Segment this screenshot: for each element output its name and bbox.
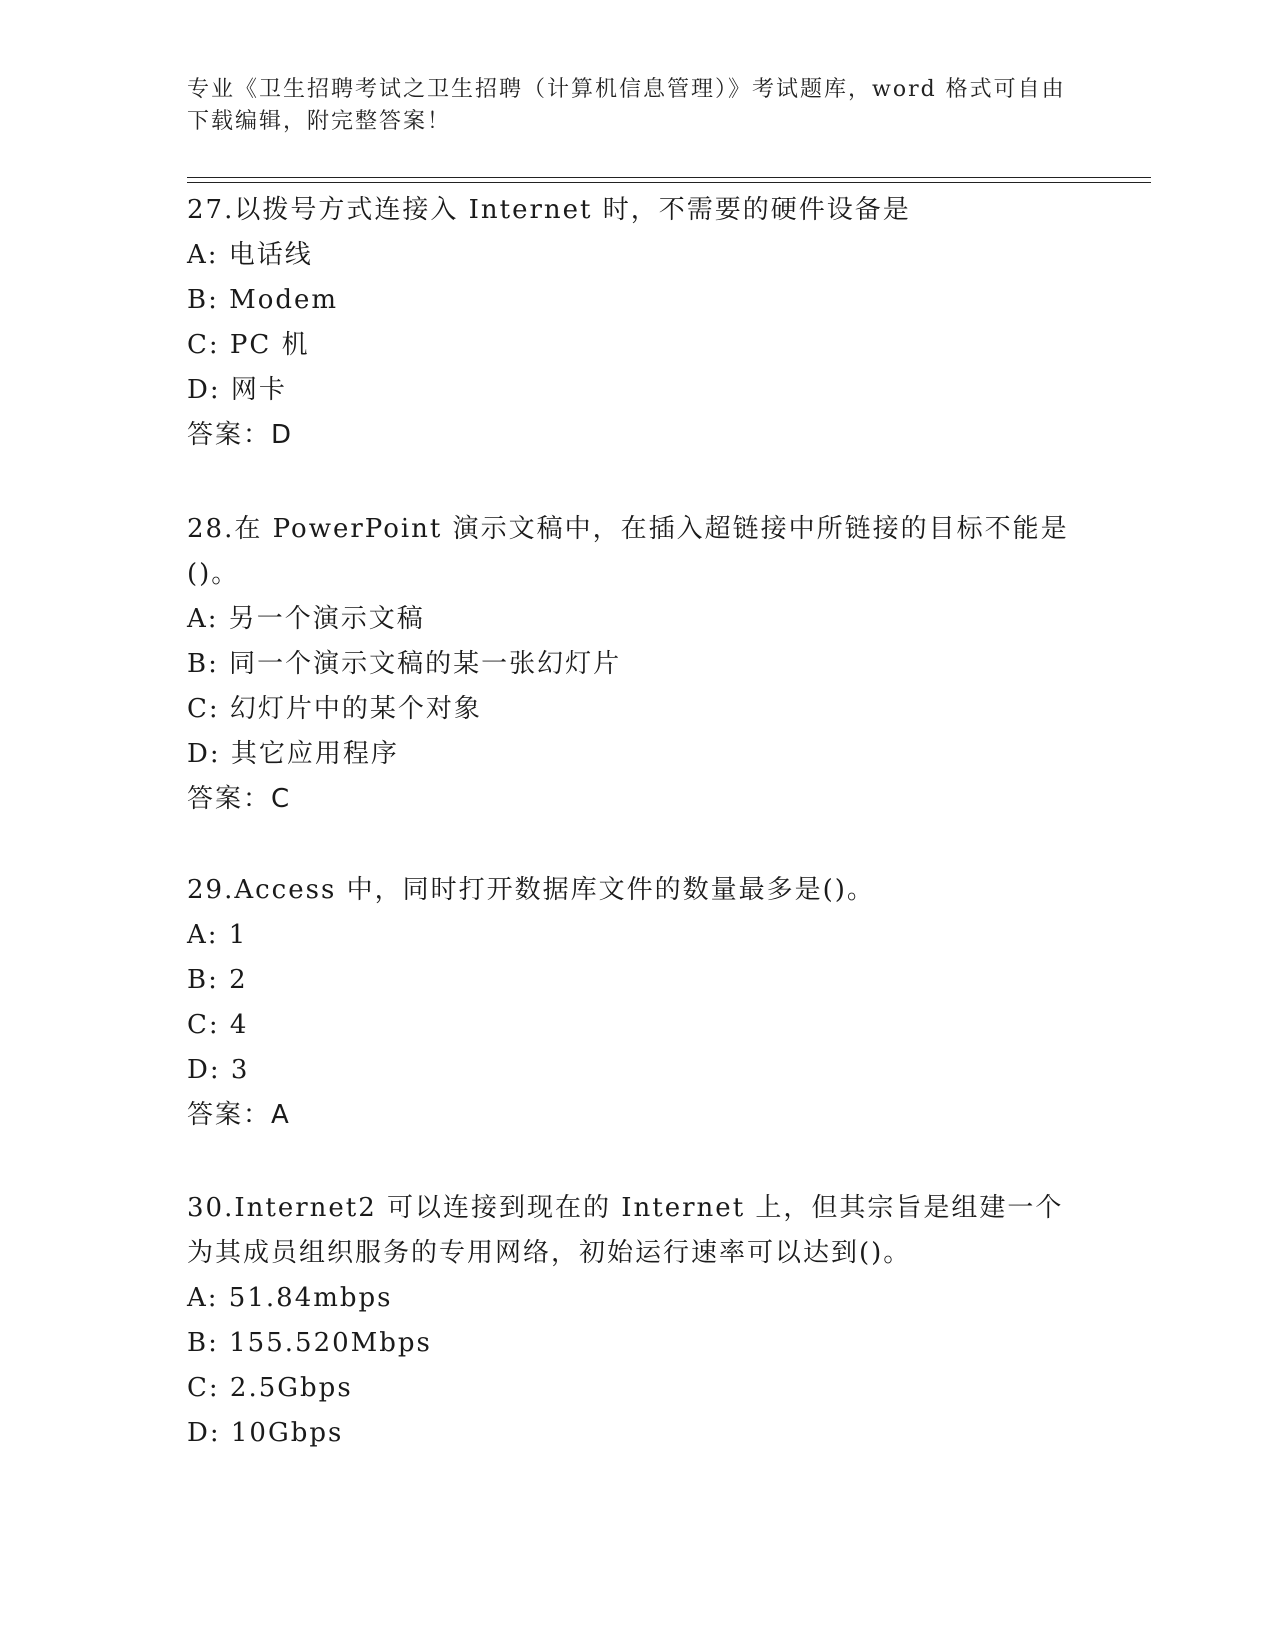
- option-d: D: 其它应用程序: [187, 739, 399, 769]
- answer-line: 答案：D: [187, 420, 294, 450]
- option-b: B: 2: [187, 965, 248, 995]
- document-header: 专业《卫生招聘考试之卫生招聘（计算机信息管理）》考试题库，word 格式可自由下载编辑，附完整答案！: [187, 77, 1066, 134]
- question-27: [187, 188, 1087, 458]
- option-d: D: 10Gbps: [187, 1418, 344, 1448]
- option-d: D: 网卡: [187, 375, 287, 405]
- option-b: B: 155.520Mbps: [187, 1328, 432, 1358]
- option-a: A: 51.84mbps: [187, 1283, 393, 1313]
- header-divider-bottom: [187, 182, 1151, 183]
- option-c: C: PC 机: [187, 330, 310, 360]
- header-divider-top: [187, 177, 1151, 178]
- question-stem: 28.在 PowerPoint 演示文稿中，在插入超链接中所链接的目标不能是()。: [187, 514, 1069, 589]
- option-c: C: 2.5Gbps: [187, 1373, 353, 1403]
- option-c: C: 4: [187, 1010, 249, 1040]
- option-d: D: 3: [187, 1055, 250, 1085]
- question-stem: 29.Access 中，同时打开数据库文件的数量最多是()。: [187, 875, 875, 905]
- option-b: B: Modem: [187, 285, 339, 315]
- option-a: A: 电话线: [187, 240, 313, 270]
- question-29: [187, 868, 1087, 1138]
- question-28: [187, 507, 1087, 822]
- question-30: [187, 1186, 1087, 1456]
- option-a: A: 另一个演示文稿: [187, 604, 425, 634]
- question-stem: 30.Internet2 可以连接到现在的 Internet 上，但其宗旨是组建一个为其成员组织服务的专用网络，初始运行速率可以达到()。: [187, 1193, 1064, 1268]
- option-a: A: 1: [187, 920, 248, 950]
- answer-line: 答案：A: [187, 1100, 291, 1130]
- question-stem: 27.以拨号方式连接入 Internet 时，不需要的硬件设备是: [187, 195, 911, 225]
- answer-line: 答案：C: [187, 784, 292, 814]
- option-c: C: 幻灯片中的某个对象: [187, 694, 482, 724]
- option-b: B: 同一个演示文稿的某一张幻灯片: [187, 649, 622, 679]
